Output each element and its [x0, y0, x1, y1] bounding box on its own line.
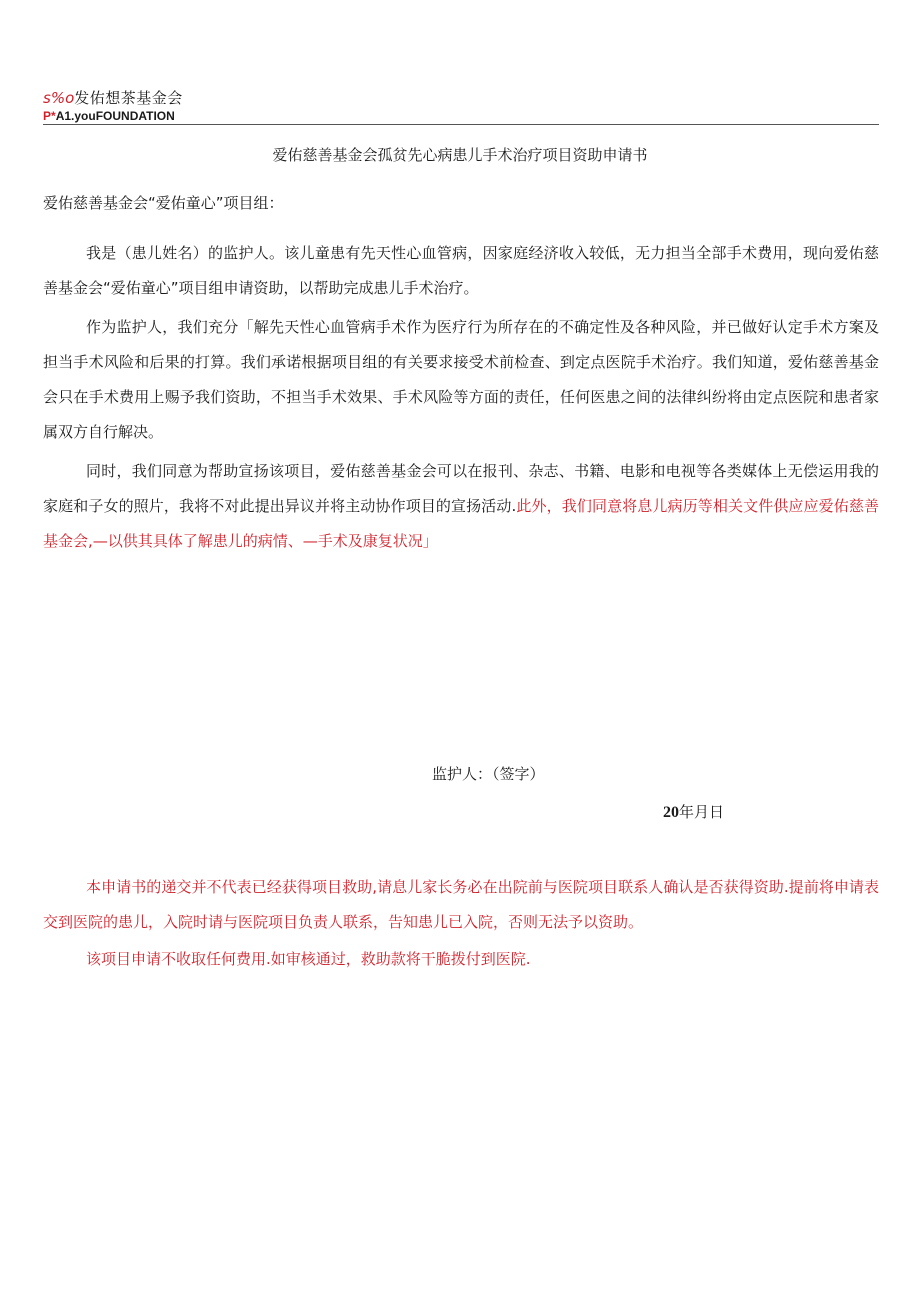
logo-en-prefix: P*	[43, 109, 56, 123]
medical-records-consent-text: 此外，我们同意将息儿病历等相关文件供应应爱佑慈善基金会,—以供其具体了解患儿的病情、—手术及康复状况」	[43, 497, 879, 550]
signature-date	[663, 802, 724, 823]
logo-en-name: A1.youFOUNDATION	[55, 109, 175, 123]
guardian-signature-label: 监护人：（签字）	[432, 765, 545, 783]
notice-confirmation: 本申请书的递交并不代表已经获得项目救助,请息儿家长务必在出院前与医院项目联系人确认是否获得资助.提前将申请表交到医院的患儿，入院时请与医院项目负责人联系，告知患儿已入院，否则无法予以资助。	[43, 878, 879, 931]
application-body	[43, 236, 879, 563]
header-divider	[43, 124, 879, 125]
logo-cn-line	[43, 88, 879, 108]
document-title: 爱佑慈善基金会孤贫先心病患儿手术治疗项目资助申请书	[272, 146, 648, 164]
submission-notice	[43, 870, 879, 979]
date-rest: 年月日	[679, 803, 725, 821]
salutation: 爱佑慈善基金会“爱佑童心”项目组：	[43, 194, 284, 212]
logo-en-line	[43, 108, 879, 124]
foundation-logo	[43, 88, 879, 124]
date-year: 20	[663, 804, 679, 821]
paragraph-guardian-statement: 我是（患儿姓名）的监护人。该儿童患有先天性心血管病，因家庭经济收入较低，无力担当全部手术费用，现向爱佑慈善基金会“爱佑童心”项目组申请资助，以帮助完成患儿手术治疗。	[43, 244, 879, 297]
notice-no-fee: 该项目申请不收取任何费用.如审核通过，救助款将干脆拨付到医院.	[86, 950, 531, 968]
paragraph-risk-acknowledgement: 作为监护人，我们充分「解先天性心血管病手术作为医疗行为所存在的不确定性及各种风险，并已做好认定手术方案及担当手术风险和后果的打算。我们承诺根据项目组的有关要求接受术前检查、到定点医院手术治疗。我们知道，爱佑慈善基金会只在手术费用上赐予我们资助，不担当手术效果、手术风险等方面的责任，任何医患之间的法律纠纷将由定点医院和患者家属双方自行解决。	[43, 318, 879, 441]
logo-mark-o: o	[65, 89, 75, 107]
publicity-consent-text: 同时，我们同意为帮助宣扬该项目，爱佑慈善基金会可以在报刊、杂志、书籍、电影和电视等各类媒体上无偿运用我的家庭和子女的照片，我将不对此提出异议并将主动协作项目的宣扬活动.	[43, 462, 879, 515]
logo-name-cn: 发佑想茶基金会	[74, 89, 183, 107]
logo-mark: s%	[43, 89, 66, 107]
paragraph-publicity-consent	[43, 454, 879, 559]
